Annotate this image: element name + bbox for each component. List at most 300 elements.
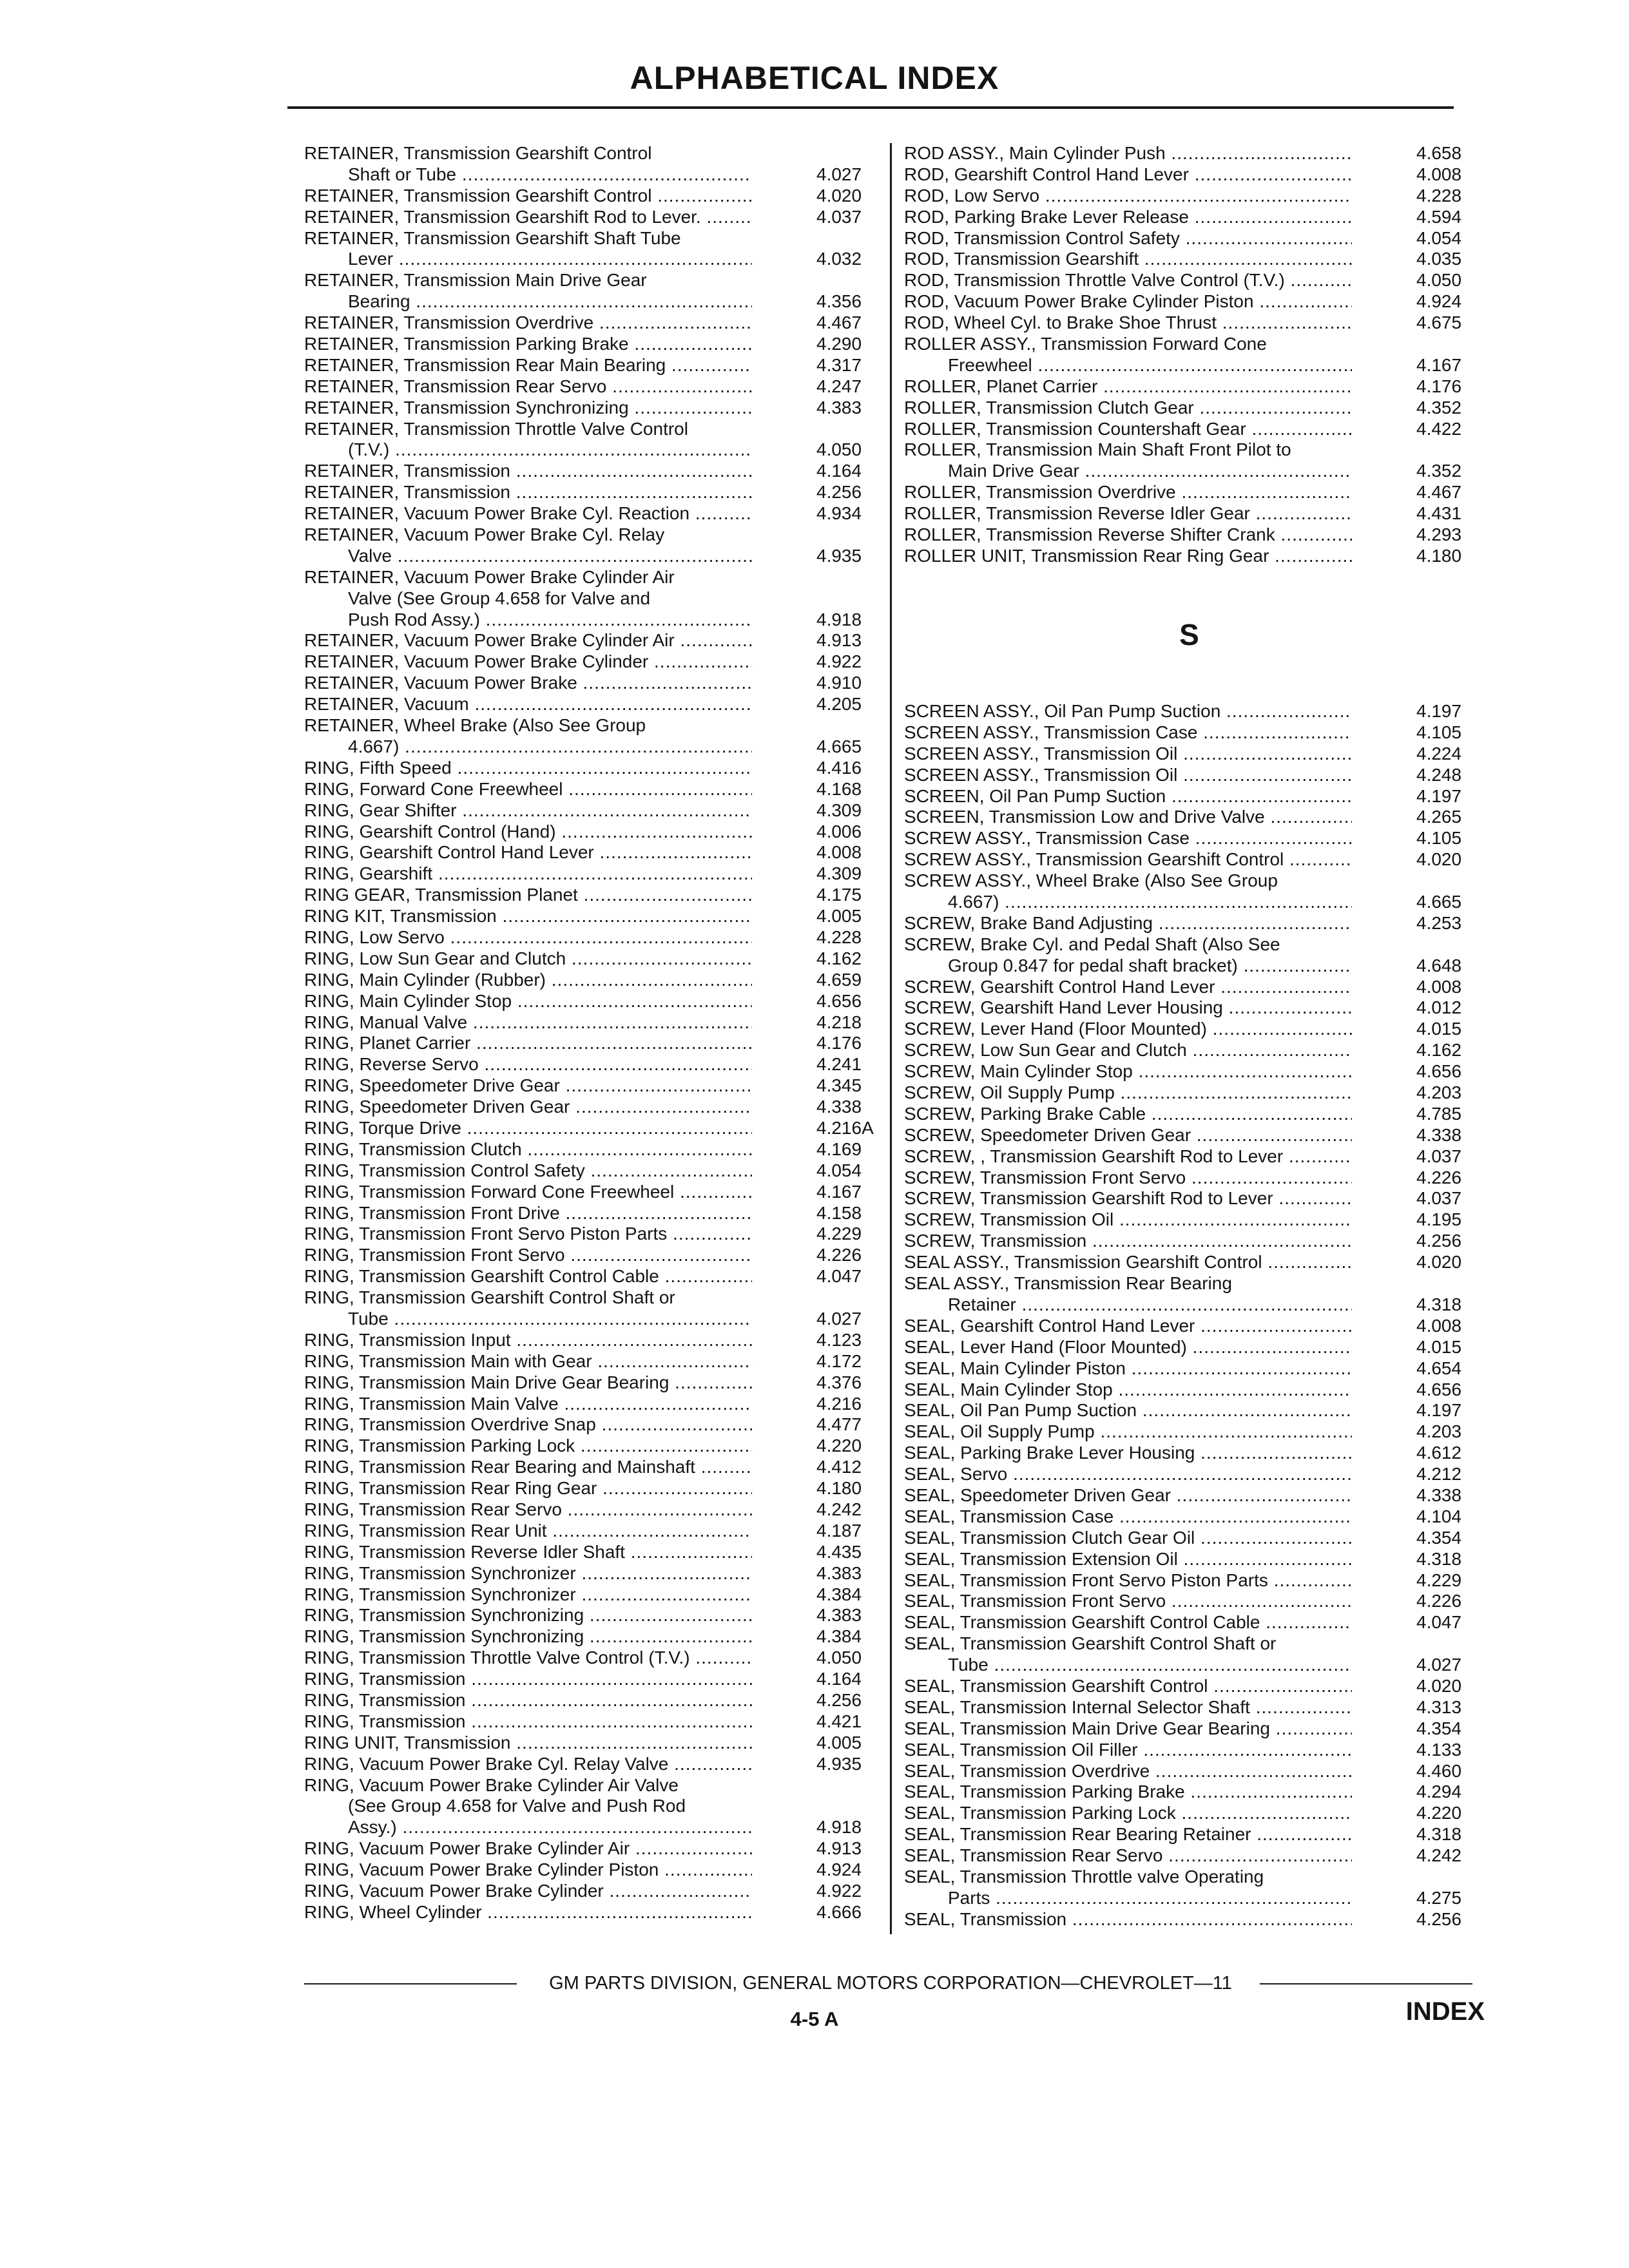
- entry-text: RING, Vacuum Power Brake Cyl. Relay Valve .....: [304, 1754, 752, 1775]
- entry-reference: 4.037: [1416, 1188, 1462, 1209]
- entry-reference: 4.220: [816, 1436, 862, 1456]
- index-entry: [304, 1648, 874, 1669]
- entry-text: RING, Torque Drive .....: [304, 1118, 752, 1139]
- entry-text: SEAL ASSY., Transmission Rear Bearing: [904, 1273, 1232, 1294]
- entry-text: SCREEN ASSY., Transmission Case .....: [904, 722, 1352, 744]
- index-entry: [304, 715, 874, 736]
- entry-text: RETAINER, Transmission Gearshift Control: [304, 143, 652, 163]
- index-entry: [904, 291, 1474, 312]
- entry-text: SEAL, Transmission Oil Filler .....: [904, 1740, 1352, 1761]
- entry-reference: 4.167: [1416, 354, 1462, 375]
- entry-text: RING, Transmission Input .....: [304, 1330, 752, 1351]
- index-entry: [304, 694, 874, 715]
- entry-reference: 4.922: [816, 1881, 862, 1901]
- entry-reference: 4.105: [1416, 722, 1462, 742]
- entry-reference: 4.205: [816, 694, 862, 715]
- entry-text: RING, Main Cylinder (Rubber) .....: [304, 970, 752, 991]
- entry-reference: 4.006: [816, 821, 862, 841]
- entry-text: RING, Transmission Rear Unit .....: [304, 1521, 752, 1542]
- entry-text: Tube .....: [948, 1655, 1352, 1676]
- entry-text: RING, Transmission Synchronizing .....: [304, 1605, 752, 1626]
- entry-reference: 4.256: [816, 1690, 862, 1711]
- index-entry: [904, 1612, 1474, 1633]
- entry-text: RING, Transmission .....: [304, 1711, 752, 1733]
- entry-text: SCREW, Gearshift Hand Lever Housing .....: [904, 997, 1352, 1019]
- index-entry: [304, 143, 874, 164]
- entry-reference: 4.913: [816, 630, 862, 651]
- entry-text: RING, Transmission Synchronizer .....: [304, 1563, 752, 1584]
- entry-text: SEAL, Gearshift Control Hand Lever .....: [904, 1316, 1352, 1337]
- entry-reference: 4.241: [816, 1054, 862, 1075]
- entry-reference: 4.352: [1416, 397, 1462, 418]
- entry-reference: 4.054: [1416, 227, 1462, 248]
- entry-reference: 4.477: [816, 1414, 862, 1435]
- entry-text: RING, Wheel Cylinder .....: [304, 1902, 752, 1923]
- entry-text: RING, Speedometer Driven Gear .....: [304, 1097, 752, 1118]
- index-entry: [304, 503, 874, 524]
- index-entry: [304, 800, 874, 822]
- entry-text: SCREW ASSY., Wheel Brake (Also See Group: [904, 870, 1278, 891]
- entry-reference: 4.168: [816, 778, 862, 799]
- index-entry: [904, 1252, 1474, 1273]
- entry-text: RING, Transmission Rear Ring Gear .....: [304, 1478, 752, 1499]
- index-entry: [904, 744, 1474, 765]
- index-entry: [904, 270, 1474, 291]
- index-entry: [904, 913, 1474, 934]
- index-entry: [304, 1182, 874, 1203]
- entry-reference: 4.226: [816, 1245, 862, 1265]
- index-entry: [904, 1655, 1474, 1676]
- entry-reference: 4.935: [816, 1753, 862, 1774]
- entry-text: Group 0.847 for pedal shaft bracket) .....: [948, 956, 1352, 977]
- index-entry: [304, 610, 874, 631]
- index-column-right-r: [904, 143, 1474, 567]
- entry-text: SEAL, Transmission Gearshift Control .....: [904, 1676, 1352, 1697]
- entry-text: SCREEN ASSY., Transmission Oil .....: [904, 744, 1352, 765]
- index-entry: [304, 1881, 874, 1902]
- index-entry: [904, 997, 1474, 1019]
- entry-reference: 4.318: [1416, 1824, 1462, 1845]
- entry-text: Bearing .....: [348, 291, 752, 312]
- index-entry: [304, 1309, 874, 1330]
- index-entry: [904, 503, 1474, 524]
- index-entry: [304, 1584, 874, 1606]
- entry-text: SCREEN, Oil Pan Pump Suction .....: [904, 786, 1352, 807]
- entry-text: RING, Reverse Servo .....: [304, 1054, 752, 1075]
- entry-text: RING, Transmission Main Valve .....: [304, 1394, 752, 1415]
- entry-text: ROD, Vacuum Power Brake Cylinder Piston .....: [904, 291, 1352, 312]
- entry-reference: 4.027: [1416, 1655, 1462, 1675]
- entry-text: SCREEN, Transmission Low and Drive Valve .....: [904, 807, 1352, 828]
- entry-reference: 4.247: [816, 376, 862, 396]
- index-entry: [904, 439, 1474, 461]
- entry-reference: 4.665: [816, 736, 862, 756]
- entry-reference: 4.229: [816, 1224, 862, 1244]
- entry-text: ROLLER, Transmission Countershaft Gear .....: [904, 419, 1352, 440]
- index-entry: [304, 1690, 874, 1711]
- entry-reference: 4.309: [816, 863, 862, 884]
- entry-text: Freewheel .....: [948, 355, 1352, 376]
- entry-reference: 4.015: [1416, 1019, 1462, 1039]
- index-entry: [904, 228, 1474, 249]
- index-entry: [904, 546, 1474, 567]
- entry-reference: 4.666: [816, 1901, 862, 1922]
- entry-reference: 4.050: [1416, 270, 1462, 291]
- entry-text: RING, Transmission Front Servo Piston Parts .....: [304, 1224, 752, 1245]
- index-entry: [304, 1521, 874, 1542]
- entry-reference: 4.176: [816, 1033, 862, 1053]
- index-entry: [304, 376, 874, 398]
- entry-text: SEAL, Transmission Internal Selector Shaft .....: [904, 1697, 1352, 1718]
- index-entry: [904, 807, 1474, 828]
- entry-reference: 4.922: [816, 651, 862, 672]
- entry-text: RETAINER, Transmission .....: [304, 461, 752, 482]
- index-entry: [304, 842, 874, 863]
- index-entry: [904, 1570, 1474, 1591]
- entry-reference: 4.020: [816, 185, 862, 206]
- entry-reference: 4.918: [816, 609, 862, 629]
- index-entry: [904, 1845, 1474, 1867]
- index-entry: [904, 1082, 1474, 1104]
- entry-text: RETAINER, Transmission Throttle Valve Control: [304, 418, 688, 439]
- index-entry: [304, 312, 874, 334]
- index-entry: [304, 461, 874, 482]
- entry-text: SCREW, Speedometer Driven Gear .....: [904, 1125, 1352, 1146]
- entry-reference: 4.594: [1416, 206, 1462, 227]
- index-entry: [904, 1528, 1474, 1549]
- entry-reference: 4.935: [816, 545, 862, 566]
- index-entry: [304, 927, 874, 948]
- entry-text: Main Drive Gear .....: [948, 461, 1352, 482]
- entry-text: RING, Transmission Synchronizing .....: [304, 1626, 752, 1648]
- index-entry: [904, 1824, 1474, 1845]
- entry-reference: 4.187: [816, 1520, 862, 1541]
- entry-reference: 4.176: [1416, 376, 1462, 396]
- index-entry: [904, 461, 1474, 482]
- index-entry: [304, 1139, 874, 1160]
- index-entry: [304, 1733, 874, 1754]
- index-entry: [304, 673, 874, 694]
- index-entry: [304, 1118, 874, 1139]
- index-entry: [304, 1245, 874, 1266]
- index-entry: [904, 1676, 1474, 1697]
- entry-text: SEAL, Oil Pan Pump Suction .....: [904, 1400, 1352, 1421]
- entry-reference: 4.656: [1416, 1379, 1462, 1399]
- index-entry: [904, 870, 1474, 892]
- entry-reference: 4.354: [1416, 1527, 1462, 1548]
- index-entry: [904, 482, 1474, 503]
- index-entry: [904, 1549, 1474, 1570]
- index-entry: [904, 1316, 1474, 1337]
- index-entry: [304, 186, 874, 207]
- index-entry: [304, 822, 874, 843]
- index-entry: [304, 207, 874, 228]
- entry-reference: 4.008: [1416, 1315, 1462, 1336]
- index-entry: [904, 892, 1474, 913]
- entry-reference: 4.197: [1416, 701, 1462, 721]
- index-entry: [904, 722, 1474, 744]
- entry-text: ROLLER, Planet Carrier .....: [904, 376, 1352, 398]
- entry-reference: 4.020: [1416, 1252, 1462, 1273]
- entry-text: SEAL ASSY., Transmission Gearshift Control .....: [904, 1252, 1352, 1273]
- index-entry: [304, 1394, 874, 1415]
- entry-text: RETAINER, Transmission Rear Main Bearing .....: [304, 355, 752, 376]
- entry-text: Assy.) .....: [348, 1817, 752, 1838]
- index-entry: [304, 948, 874, 970]
- index-entry: [304, 970, 874, 991]
- index-entry: [304, 546, 874, 567]
- entry-text: SEAL, Transmission Case .....: [904, 1506, 1352, 1528]
- entry-reference: 4.008: [816, 842, 862, 863]
- index-entry: [304, 419, 874, 440]
- entry-reference: 4.665: [1416, 892, 1462, 912]
- entry-reference: 4.309: [816, 800, 862, 820]
- entry-reference: 4.228: [816, 927, 862, 947]
- entry-text: RING, Vacuum Power Brake Cylinder Air Valve: [304, 1774, 679, 1795]
- index-entry: [904, 1273, 1474, 1294]
- entry-text: SCREW, , Transmission Gearshift Rod to Lever .....: [904, 1146, 1352, 1168]
- entry-reference: 4.352: [1416, 461, 1462, 481]
- entry-text: SCREW, Parking Brake Cable .....: [904, 1104, 1352, 1125]
- index-entry: [904, 1209, 1474, 1231]
- entry-reference: 4.675: [1416, 312, 1462, 333]
- entry-reference: 4.020: [1416, 1675, 1462, 1696]
- entry-text: RING, Vacuum Power Brake Cylinder Air .....: [304, 1838, 752, 1860]
- index-entry: [904, 1697, 1474, 1718]
- entry-reference: 4.027: [816, 164, 862, 184]
- entry-reference: 4.012: [1416, 997, 1462, 1018]
- entry-text: RETAINER, Transmission Gearshift Rod to Lever. .....: [304, 207, 752, 228]
- index-entry: [904, 1337, 1474, 1358]
- entry-text: RING, Transmission Main Drive Gear Bearing .....: [304, 1372, 752, 1394]
- column-divider: [890, 143, 892, 1934]
- entry-text: ROLLER, Transmission Overdrive .....: [904, 482, 1352, 503]
- entry-reference: 4.383: [816, 1605, 862, 1626]
- entry-text: ROD, Gearshift Control Hand Lever .....: [904, 164, 1352, 186]
- entry-text: ROD, Low Servo .....: [904, 186, 1352, 207]
- index-entry: [304, 524, 874, 546]
- index-entry: [904, 1061, 1474, 1082]
- entry-text: RING, Gearshift Control Hand Lever .....: [304, 842, 752, 863]
- entry-reference: 4.212: [1416, 1464, 1462, 1485]
- entry-reference: 4.345: [816, 1075, 862, 1096]
- index-entry: [904, 934, 1474, 956]
- index-entry: [304, 1817, 874, 1838]
- entry-reference: 4.203: [1416, 1082, 1462, 1103]
- index-entry: [304, 1478, 874, 1499]
- entry-reference: 4.384: [816, 1626, 862, 1647]
- entry-text: RING, Transmission Gearshift Control Shaft or: [304, 1287, 675, 1308]
- entry-text: ROD, Transmission Control Safety .....: [904, 228, 1352, 249]
- index-column-left: [304, 143, 874, 1923]
- entry-text: SEAL, Transmission Parking Lock .....: [904, 1803, 1352, 1824]
- entry-reference: 4.275: [1416, 1887, 1462, 1908]
- index-entry: [904, 334, 1474, 355]
- entry-reference: 4.612: [1416, 1443, 1462, 1463]
- entry-reference: 4.162: [816, 948, 862, 968]
- entry-text: RETAINER, Transmission Rear Servo .....: [304, 376, 752, 398]
- index-entry: [304, 1563, 874, 1584]
- entry-reference: 4.384: [816, 1584, 862, 1604]
- entry-text: SEAL, Oil Supply Pump .....: [904, 1421, 1352, 1443]
- entry-text: RETAINER, Transmission Gearshift Control .....: [304, 186, 752, 207]
- entry-text: SCREW, Transmission .....: [904, 1231, 1352, 1252]
- index-entry: [304, 1775, 874, 1796]
- entry-text: RETAINER, Vacuum Power Brake Cylinder Air: [304, 566, 675, 587]
- entry-reference: 4.164: [816, 1669, 862, 1689]
- entry-reference: 4.032: [816, 249, 862, 269]
- entry-text: ROLLER, Transmission Reverse Idler Gear .....: [904, 503, 1352, 524]
- entry-text: RETAINER, Transmission Parking Brake .....: [304, 334, 752, 355]
- entry-text: SEAL, Transmission Main Drive Gear Bearing .....: [904, 1718, 1352, 1740]
- index-entry: [304, 1838, 874, 1860]
- entry-reference: 4.467: [816, 312, 862, 333]
- entry-text: RETAINER, Transmission Main Drive Gear: [304, 270, 647, 291]
- entry-text: RING, Low Servo .....: [304, 927, 752, 948]
- entry-reference: 4.918: [816, 1817, 862, 1838]
- index-entry: [304, 736, 874, 758]
- index-entry: [904, 207, 1474, 228]
- entry-text: SCREW, Gearshift Control Hand Lever .....: [904, 977, 1352, 998]
- index-entry: [304, 1266, 874, 1287]
- entry-reference: 4.172: [816, 1350, 862, 1371]
- entry-reference: 4.256: [1416, 1908, 1462, 1929]
- entry-text: RETAINER, Vacuum .....: [304, 694, 752, 715]
- entry-text: ROD, Wheel Cyl. to Brake Shoe Thrust .....: [904, 312, 1352, 334]
- index-entry: [904, 1803, 1474, 1824]
- entry-reference: 4.924: [816, 1860, 862, 1880]
- index-entry: [304, 758, 874, 779]
- index-entry: [904, 1761, 1474, 1782]
- entry-text: RING, Transmission Front Drive .....: [304, 1203, 752, 1224]
- entry-reference: 4.050: [816, 1648, 862, 1668]
- index-entry: [904, 1294, 1474, 1316]
- page-title: ALPHABETICAL INDEX: [630, 60, 999, 96]
- entry-reference: 4.785: [1416, 1103, 1462, 1124]
- index-entry: [904, 355, 1474, 376]
- section-heading-s: S: [1179, 618, 1199, 651]
- entry-reference: 4.133: [1416, 1739, 1462, 1760]
- page-number: 4-5 A: [790, 2008, 839, 2030]
- entry-reference: 4.910: [816, 673, 862, 693]
- entry-text: SEAL, Transmission Front Servo .....: [904, 1591, 1352, 1612]
- entry-reference: 4.242: [1416, 1845, 1462, 1866]
- entry-text: RING, Low Sun Gear and Clutch .....: [304, 948, 752, 970]
- index-entry: [904, 1400, 1474, 1421]
- index-entry: [304, 228, 874, 249]
- entry-reference: 4.218: [816, 1012, 862, 1032]
- index-entry: [304, 779, 874, 800]
- entry-text: RING, Transmission Gearshift Control Cable .....: [304, 1266, 752, 1287]
- entry-text: ROD ASSY., Main Cylinder Push .....: [904, 143, 1352, 164]
- entry-reference: 4.338: [816, 1097, 862, 1117]
- index-entry: [904, 786, 1474, 807]
- entry-reference: 4.431: [1416, 503, 1462, 524]
- entry-reference: 4.037: [816, 206, 862, 227]
- section-tag: INDEX: [1405, 1997, 1485, 2026]
- entry-text: RING, Vacuum Power Brake Cylinder .....: [304, 1881, 752, 1902]
- index-entry: [904, 1358, 1474, 1379]
- index-entry: [904, 398, 1474, 419]
- index-entry: [904, 1421, 1474, 1443]
- entry-reference: 4.224: [1416, 743, 1462, 764]
- entry-text: RING, Transmission Synchronizer .....: [304, 1584, 752, 1606]
- entry-reference: 4.659: [816, 969, 862, 990]
- entry-reference: 4.015: [1416, 1336, 1462, 1357]
- index-entry: [904, 1740, 1474, 1761]
- index-entry: [904, 828, 1474, 849]
- index-entry: [304, 630, 874, 651]
- index-entry: [904, 1188, 1474, 1209]
- index-entry: [904, 1867, 1474, 1888]
- entry-text: RING, Planet Carrier .....: [304, 1033, 752, 1054]
- entry-reference: 4.313: [1416, 1696, 1462, 1717]
- index-entry: [304, 1436, 874, 1457]
- entry-reference: 4.226: [1416, 1591, 1462, 1611]
- entry-text: RING KIT, Transmission .....: [304, 906, 752, 927]
- index-entry: [904, 1379, 1474, 1401]
- index-entry: [304, 1160, 874, 1182]
- entry-text: SEAL, Transmission Rear Servo .....: [904, 1845, 1352, 1867]
- entry-text: SCREW, Lever Hand (Floor Mounted) .....: [904, 1019, 1352, 1040]
- entry-reference: 4.105: [1416, 828, 1462, 849]
- entry-reference: 4.467: [1416, 482, 1462, 503]
- entry-text: ROLLER UNIT, Transmission Rear Ring Gear .....: [904, 546, 1352, 567]
- entry-text: 4.667) .....: [348, 736, 752, 758]
- entry-reference: 4.383: [816, 1562, 862, 1583]
- entry-reference: 4.180: [1416, 545, 1462, 566]
- index-entry: [304, 1605, 874, 1626]
- index-entry: [304, 439, 874, 461]
- index-entry: [304, 1902, 874, 1923]
- entry-reference: 4.164: [816, 461, 862, 481]
- index-entry: [904, 1146, 1474, 1168]
- entry-reference: 4.924: [1416, 291, 1462, 312]
- index-entry: [304, 1499, 874, 1521]
- index-entry: [304, 885, 874, 906]
- index-entry: [904, 186, 1474, 207]
- index-entry: [904, 143, 1474, 164]
- entry-reference: 4.203: [1416, 1421, 1462, 1442]
- entry-reference: 4.197: [1416, 785, 1462, 806]
- entry-text: SCREW, Transmission Gearshift Rod to Lever .....: [904, 1188, 1352, 1209]
- entry-text: RING, Transmission Reverse Idler Shaft .....: [304, 1542, 752, 1563]
- entry-text: RING, Transmission Main with Gear .....: [304, 1351, 752, 1372]
- entry-reference: 4.220: [1416, 1803, 1462, 1823]
- entry-text: RING, Transmission .....: [304, 1690, 752, 1711]
- entry-text: SEAL, Transmission Front Servo Piston Parts .....: [904, 1570, 1352, 1591]
- entry-text: SEAL, Transmission Clutch Gear Oil .....: [904, 1528, 1352, 1549]
- entry-reference: 4.226: [1416, 1167, 1462, 1187]
- entry-reference: 4.047: [816, 1266, 862, 1287]
- entry-reference: 4.412: [816, 1457, 862, 1477]
- index-entry: [304, 588, 874, 610]
- entry-reference: 4.293: [1416, 524, 1462, 545]
- entry-text: RING, Forward Cone Freewheel .....: [304, 779, 752, 800]
- index-entry: [904, 1168, 1474, 1189]
- index-entry: [304, 1075, 874, 1097]
- entry-text: RING, Transmission Rear Bearing and Mainshaft .....: [304, 1457, 752, 1478]
- index-entry: [304, 164, 874, 186]
- entry-reference: 4.167: [816, 1181, 862, 1202]
- footer-text: GM PARTS DIVISION, GENERAL MOTORS CORPORATION—CHEVROLET—11: [549, 1973, 1232, 1994]
- entry-reference: 4.054: [816, 1160, 862, 1180]
- index-entry: [904, 312, 1474, 334]
- index-entry: [904, 1888, 1474, 1909]
- entry-text: SEAL, Transmission Extension Oil .....: [904, 1549, 1352, 1570]
- index-entry: [304, 1224, 874, 1245]
- entry-text: RING, Speedometer Drive Gear .....: [304, 1075, 752, 1097]
